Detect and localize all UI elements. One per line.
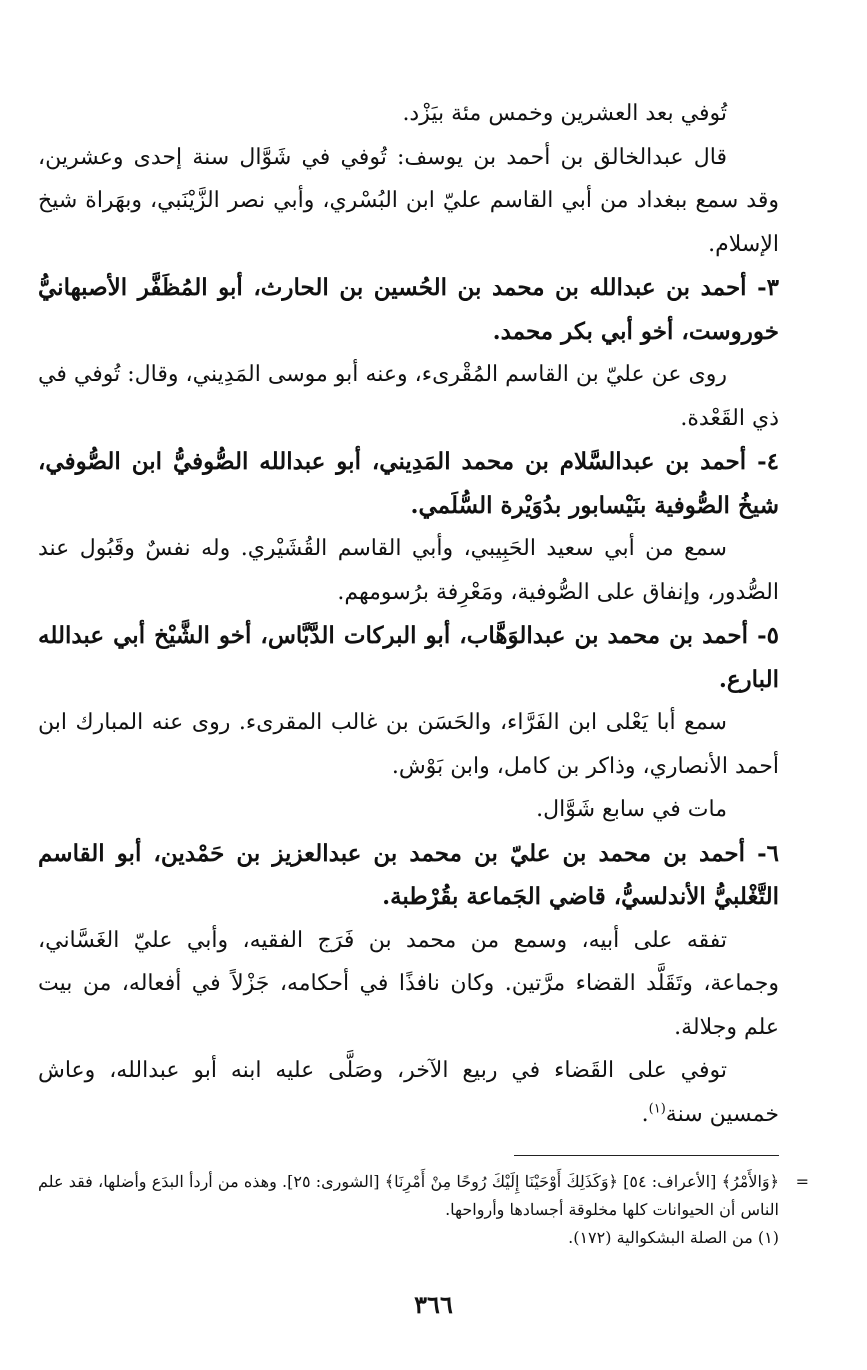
paragraph-5: سمع أبا يَعْلى ابن الفَرَّاء، والحَسَن بن غالب المقرىء. روى عنه المبارك ابن أحمد الأنصاري، وذاكر بن كامل، وابن بَوْش. <box>38 710 779 779</box>
footnote-1-number: (١) <box>757 1228 779 1247</box>
paragraph-1: تُوفي بعد العشرين وخمس مئة بيَزْد. <box>402 101 727 126</box>
entry-heading-6: ٦- أحمد بن محمد بن عليّ بن محمد بن عبدالعزيز بن حَمْدين، أبو القاسم التَّغْلبيُّ الأندلسيُّ، قاضي الجَماعة بقُرْطبة. <box>38 839 779 910</box>
paragraph-8-tail: . <box>641 1101 649 1127</box>
footnote-continuation-mark: = <box>795 1172 809 1191</box>
paragraph-8 <box>38 1049 779 1136</box>
footnotes <box>38 1168 809 1252</box>
paragraph-4: سمع من أبي سعيد الحَبِيبي، وأبي القاسم القُشَيْري. وله نفسٌ وقَبُول عند الصُّدور، وإنفاق على الصُّوفية، ومَعْرِفة برُسومهم. <box>38 536 779 605</box>
paragraph-2: قال عبدالخالق بن أحمد بن يوسف: تُوفي في شَوَّال سنة إحدى وعشرين، وقد سمع ببغداد من أبي القاسم عليّ ابن البُسْري، وأبي نصر الزَّيْنَبي، وبهَراة شيخ الإسلام. <box>38 144 779 257</box>
paragraph-3: روى عن عليّ بن القاسم المُقْرىء، وعنه أبو موسى المَدِيني، وقال: تُوفي في ذي القَعْدة. <box>38 362 779 431</box>
entry-heading-5: ٥- أحمد بن محمد بن عبدالوَهَّاب، أبو البركات الدَّبَّاس، أخو الشَّيْخ أبي عبدالله البارع. <box>38 622 779 693</box>
entry-heading-3: ٣- أحمد بن عبدالله بن محمد بن الحُسين بن الحارث، أبو المُظَفَّر الأصبهانيُّ خوروست، أخو أبي بكر محمد. <box>38 274 779 345</box>
main-text <box>38 92 779 1136</box>
footnote-continuation: ﴿وَالأَمْرُ﴾ [الأعراف: ٥٤] ﴿وَكَذَلِكَ أَوْحَيْنَا إِلَيْكَ رُوحًا مِنْ أَمْرِنَا﴾ [الشورى: ٢٥]. وهذه من أردأ البدَع وأضلها، فقد علم الناس أن الحيوانات كلها مخلوقة أجسادها وأرواحها. <box>38 1172 780 1219</box>
footnote-1-text: من الصلة البشكوالية (١٧٢). <box>568 1228 753 1247</box>
page-number: ٣٦٦ <box>414 1290 453 1319</box>
footnote-1 <box>38 1224 779 1252</box>
entry-heading-4: ٤- أحمد بن عبدالسَّلام بن محمد المَدِيني، أبو عبدالله الصُّوفيُّ ابن الصُّوفي، شيخُ الصُّوفية بنَيْسابور بدُوَيْرة السُّلَمي. <box>38 448 779 519</box>
paragraph-7: تفقه على أبيه، وسمع من محمد بن فَرَج الفقيه، وأبي عليّ الغَسَّاني، وجماعة، وتَقَلَّد القضاء مرَّتين. وكان نافذًا في أحكامه، جَزْلاً في أفعاله، من بيت علم وجلالة. <box>38 927 779 1040</box>
footnote-reference: (١) <box>648 1101 666 1117</box>
paragraph-8-text: توفي على القَضاء في ربيع الآخر، وصَلَّى عليه ابنه أبو عبدالله، وعاش خمسين سنة <box>38 1058 779 1127</box>
paragraph-6: مات في سابع شَوَّال. <box>536 797 727 822</box>
footnote-separator <box>514 1155 779 1156</box>
